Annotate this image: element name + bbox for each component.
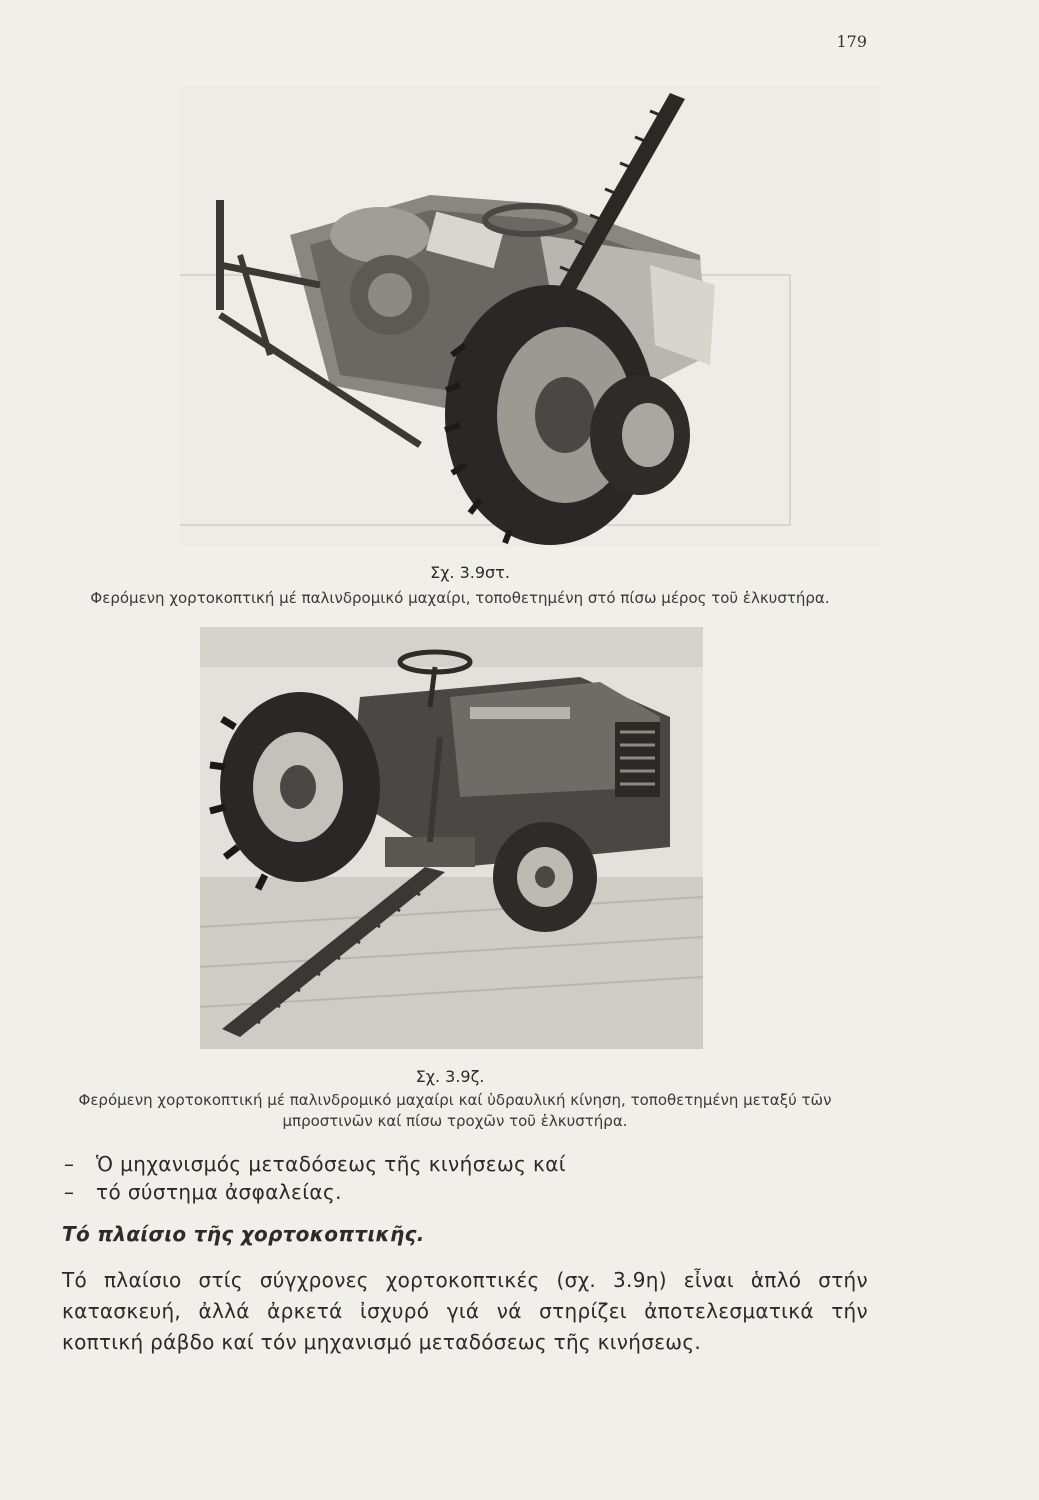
figure-3-9z-caption-line-1: Φερόμενη χορτοκοπτική μέ παλινδρομικό μαχαίρι καί ὑδραυλική κίνηση, τοποθετημένη μεταξύ τῶν (78, 1091, 832, 1109)
list-item: – Ὁ μηχανισμός μεταδόσεως τῆς κινήσεως καί (64, 1152, 566, 1176)
body-paragraph-text: Τό πλαίσιο στίς σύγχρονες χορτοκοπτικές (σχ. 3.9η) εἶναι ἁπλό στήν κατασκευή, ἀλλά ἀρκετά ἰσχυρό γιά νά στηρίζει ἀποτελεσματικά τήν κοπτική ράβδο καί τόν μηχανισμό μεταδόσεως τῆς κινήσεως. (62, 1268, 868, 1354)
figure-3-9z-label: Σχ. 3.9ζ. (415, 1067, 485, 1086)
figure-3-9st-label: Σχ. 3.9στ. (430, 563, 510, 582)
figure-3-9z-caption (25, 1090, 885, 1132)
list-item-text: τό σύστημα ἀσφαλείας. (96, 1180, 342, 1204)
figure-3-9z-photo (200, 627, 703, 1049)
list-item: – τό σύστημα ἀσφαλείας. (64, 1180, 342, 1204)
figure-3-9st-caption: Φερόμενη χορτοκοπτική μέ παλινδρομικό μαχαίρι, τοποθετημένη στό πίσω μέρος τοῦ ἑλκυστήρα. (90, 589, 830, 607)
body-paragraph (62, 1265, 868, 1358)
figure-3-9z-caption-line-2: μπροστινῶν καί πίσω τροχῶν τοῦ ἑλκυστήρα. (282, 1112, 628, 1130)
list-item-text: Ὁ μηχανισμός μεταδόσεως τῆς κινήσεως καί (96, 1152, 566, 1176)
figure-3-9st-photo (180, 85, 880, 547)
section-heading: Τό πλαίσιο τῆς χορτοκοπτικῆς. (62, 1222, 425, 1246)
page-number: 179 (836, 32, 867, 51)
